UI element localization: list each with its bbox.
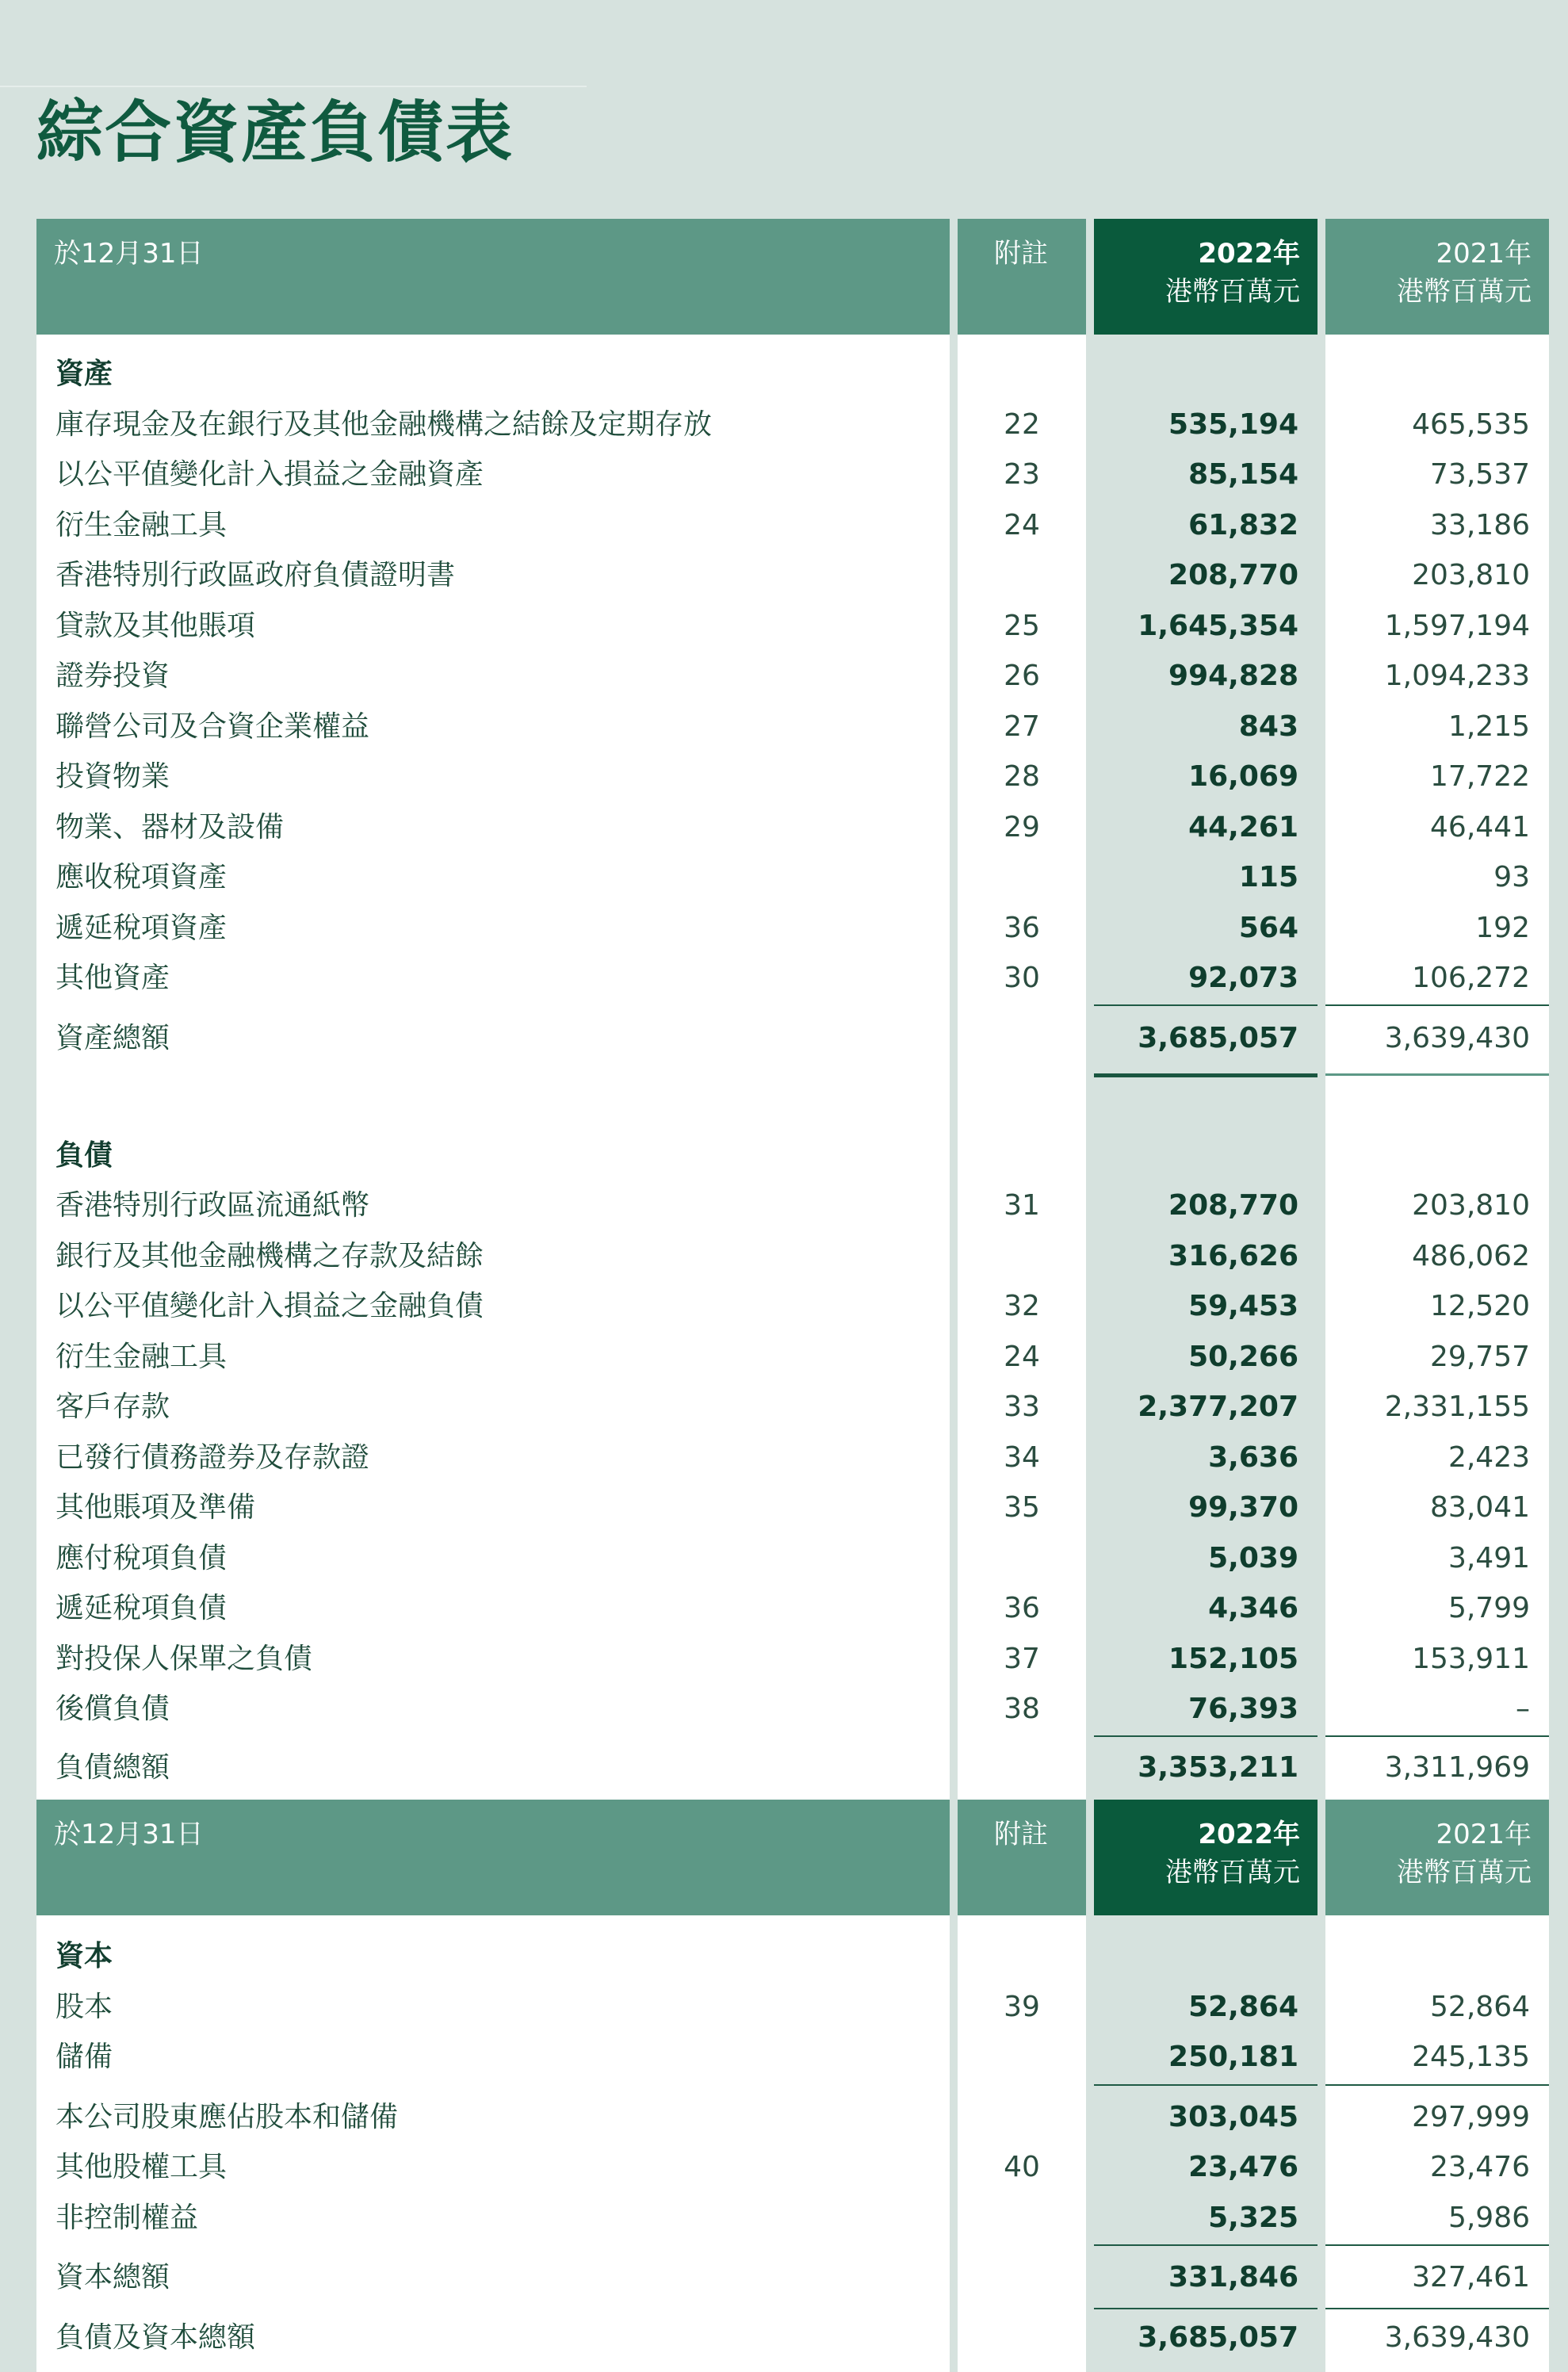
- header-year-2022: 2022年: [1198, 238, 1300, 270]
- total-row-assets: [36, 1013, 1549, 1063]
- value-2022: 5,325: [1208, 2201, 1298, 2234]
- header-year-2022: 2022年: [1198, 1819, 1300, 1850]
- row-label: 其他資產: [55, 962, 170, 994]
- value-2022: 5,039: [1208, 1541, 1298, 1574]
- row-label: 銀行及其他金融機構之存款及結餘: [55, 1239, 484, 1272]
- value-2021: 1,215: [1448, 710, 1530, 743]
- value-2021: 29,757: [1430, 1340, 1530, 1373]
- total-rule: [1094, 2244, 1318, 2246]
- row-label: 香港特別行政區流通紙幣: [55, 1189, 370, 1222]
- total-rule: [1325, 2308, 1549, 2309]
- table-row: [36, 1482, 1549, 1532]
- table-row: [36, 450, 1549, 499]
- row-label: 負債總額: [55, 1750, 170, 1784]
- header-date-cell: 於12月31日: [36, 219, 950, 335]
- total-rule: [1094, 1004, 1318, 1006]
- header-unit-2022: 港幣百萬元: [1165, 1857, 1300, 1888]
- value-2021: 327,461: [1412, 2261, 1530, 2294]
- value-2022: 50,266: [1188, 1340, 1298, 1373]
- value-2022: 85,154: [1188, 458, 1298, 491]
- table-row: [36, 1634, 1549, 1684]
- table-row: [36, 1180, 1549, 1230]
- value-2022: 61,832: [1188, 508, 1298, 541]
- total-rule: [1325, 2084, 1549, 2086]
- value-2021: 1,597,194: [1384, 609, 1530, 642]
- table-row: [36, 852, 1549, 902]
- table-row: [36, 953, 1549, 1003]
- row-label: 遞延稅項資產: [55, 911, 228, 944]
- value-2022: 23,476: [1188, 2151, 1298, 2183]
- value-2021: 2,331,155: [1384, 1391, 1530, 1423]
- value-2021: 1,094,233: [1384, 660, 1530, 692]
- value-2022: 99,370: [1188, 1491, 1298, 1524]
- table-row: [36, 1382, 1549, 1432]
- table-row: [36, 1684, 1549, 1734]
- header-year-2021: 2021年: [1436, 238, 1532, 270]
- total-rule: [1094, 1735, 1318, 1737]
- row-label: 物業、器材及設備: [55, 810, 285, 844]
- value-2021: 153,911: [1412, 1642, 1530, 1675]
- value-2021: 486,062: [1412, 1239, 1530, 1272]
- value-2022: 59,453: [1188, 1290, 1298, 1322]
- table-row: [36, 1332, 1549, 1382]
- value-2021: 203,810: [1412, 1189, 1530, 1222]
- row-note: 40: [1004, 2151, 1040, 2183]
- value-2021: 2,423: [1448, 1440, 1530, 1474]
- row-label: 聯營公司及合資企業權益: [55, 710, 370, 743]
- row-note: 23: [1004, 458, 1040, 491]
- section-heading-capital: [36, 1931, 1549, 1981]
- row-note: 22: [1004, 407, 1040, 441]
- row-note: 37: [1004, 1642, 1040, 1675]
- value-2022: 208,770: [1168, 559, 1298, 591]
- table-row: [36, 2193, 1549, 2243]
- row-note: 25: [1004, 609, 1040, 642]
- table-row: [36, 550, 1549, 600]
- header-note-cell: 附註: [958, 219, 1086, 335]
- table-row: [36, 1433, 1549, 1482]
- value-2022: 3,685,057: [1138, 1021, 1298, 1054]
- row-note: 27: [1004, 710, 1040, 743]
- row-note: 24: [1004, 508, 1040, 541]
- row-label: 其他賬項及準備: [55, 1491, 256, 1524]
- table-row: [36, 802, 1549, 852]
- header-date-cell: 於12月31日: [36, 1800, 950, 1915]
- row-label: 衍生金融工具: [55, 1340, 228, 1373]
- row-label: 對投保人保單之負債: [55, 1642, 313, 1675]
- total-rule: [1094, 2308, 1318, 2309]
- row-label: 已發行債務證券及存款證: [55, 1440, 370, 1474]
- header-2022-cell: [1094, 1800, 1318, 1915]
- table-row: [36, 651, 1549, 701]
- table-row: [36, 601, 1549, 651]
- subtotal-row: [36, 2092, 1549, 2142]
- value-2022: 3,353,211: [1138, 1750, 1298, 1784]
- total-rule: [1325, 1073, 1549, 1076]
- table-row: [36, 903, 1549, 953]
- value-2021: –: [1516, 1693, 1530, 1725]
- value-2021: 3,311,969: [1384, 1750, 1530, 1784]
- row-note: 38: [1004, 1693, 1040, 1725]
- value-2022: 331,846: [1168, 2261, 1298, 2294]
- table-row: [36, 1583, 1549, 1633]
- total-rule: [1325, 1735, 1549, 1737]
- row-label: 其他股權工具: [55, 2151, 228, 2183]
- table-row: [36, 752, 1549, 802]
- row-label: 資本總額: [55, 2261, 170, 2294]
- row-note: 33: [1004, 1391, 1040, 1423]
- header-note-cell: 附註: [958, 1800, 1086, 1915]
- value-2021: 23,476: [1430, 2151, 1530, 2183]
- value-2021: 3,491: [1448, 1541, 1530, 1574]
- value-2022: 16,069: [1188, 760, 1298, 793]
- value-2021: 192: [1475, 911, 1530, 944]
- header-2022-cell: [1094, 219, 1318, 335]
- header-unit-2022: 港幣百萬元: [1165, 276, 1300, 308]
- table-row: [36, 2142, 1549, 2192]
- row-label: 客戶存款: [55, 1391, 170, 1423]
- row-label: 貸款及其他賬項: [55, 609, 256, 642]
- value-2022: 52,864: [1188, 1990, 1298, 2023]
- row-label: 儲備: [55, 2041, 113, 2073]
- table-row: [36, 2032, 1549, 2082]
- value-2021: 12,520: [1430, 1290, 1530, 1322]
- row-label: 證券投資: [55, 660, 170, 692]
- row-note: 35: [1004, 1491, 1040, 1524]
- row-label: 投資物業: [55, 760, 170, 793]
- row-label: 遞延稅項負債: [55, 1592, 228, 1624]
- row-label: 負債及資本總額: [55, 2321, 256, 2354]
- value-2021: 245,135: [1412, 2041, 1530, 2073]
- value-2022: 76,393: [1188, 1693, 1298, 1725]
- value-2021: 46,441: [1430, 810, 1530, 844]
- value-2022: 843: [1238, 710, 1298, 743]
- row-label: 負債: [55, 1138, 113, 1172]
- value-2022: 564: [1238, 911, 1298, 944]
- row-label: 應付稅項負債: [55, 1541, 228, 1574]
- total-rule: [1094, 2084, 1318, 2086]
- value-2022: 44,261: [1188, 810, 1298, 844]
- value-2022: 535,194: [1168, 407, 1298, 441]
- row-note: 26: [1004, 660, 1040, 692]
- value-2021: 73,537: [1430, 458, 1530, 491]
- row-note: 39: [1004, 1990, 1040, 2023]
- row-label: 資產: [55, 358, 113, 390]
- row-note: 29: [1004, 810, 1040, 844]
- row-label: 後償負債: [55, 1693, 170, 1725]
- value-2021: 5,986: [1448, 2201, 1530, 2234]
- value-2021: 52,864: [1430, 1990, 1530, 2023]
- row-label: 資本: [55, 1940, 113, 1972]
- row-label: 衍生金融工具: [55, 508, 228, 541]
- total-row-liabilities: [36, 1743, 1549, 1792]
- row-note: 28: [1004, 760, 1040, 793]
- table-row: [36, 500, 1549, 550]
- row-label: 應收稅項資產: [55, 861, 228, 893]
- header-2021-cell: [1325, 219, 1549, 335]
- row-note: 36: [1004, 1592, 1040, 1624]
- value-2022: 1,645,354: [1138, 609, 1298, 642]
- value-2021: 83,041: [1430, 1491, 1530, 1524]
- row-label: 以公平值變化計入損益之金融資產: [55, 458, 484, 491]
- value-2021: 203,810: [1412, 559, 1530, 591]
- row-note: 36: [1004, 911, 1040, 944]
- header-year-2021: 2021年: [1436, 1819, 1532, 1850]
- value-2021: 297,999: [1412, 2100, 1530, 2133]
- value-2022: 316,626: [1168, 1239, 1298, 1272]
- table-row: [36, 1281, 1549, 1331]
- value-2022: 994,828: [1168, 660, 1298, 692]
- value-2022: 3,685,057: [1138, 2321, 1298, 2354]
- value-2021: 3,639,430: [1384, 1021, 1530, 1054]
- value-2022: 3,636: [1208, 1440, 1298, 1474]
- header-2021-cell: [1325, 1800, 1549, 1915]
- value-2021: 17,722: [1430, 760, 1530, 793]
- table-row: [36, 702, 1549, 752]
- row-label: 以公平值變化計入損益之金融負債: [55, 1290, 484, 1322]
- value-2022: 4,346: [1208, 1592, 1298, 1624]
- value-2022: 208,770: [1168, 1189, 1298, 1222]
- row-note: 34: [1004, 1440, 1040, 1474]
- page-title: 綜合資產負債表: [36, 93, 514, 171]
- total-rule: [1325, 1004, 1549, 1006]
- table-row: [36, 1533, 1549, 1583]
- total-row-capital: [36, 2252, 1549, 2302]
- value-2021: 106,272: [1412, 962, 1530, 994]
- row-label: 股本: [55, 1990, 113, 2023]
- value-2022: 303,045: [1168, 2100, 1298, 2133]
- row-note: 24: [1004, 1340, 1040, 1373]
- total-rule: [1325, 2244, 1549, 2246]
- header-unit-2021: 港幣百萬元: [1397, 1857, 1532, 1888]
- row-label: 庫存現金及在銀行及其他金融機構之結餘及定期存放: [55, 407, 713, 441]
- total-rule: [1094, 1073, 1318, 1077]
- row-label: 資產總額: [55, 1021, 170, 1054]
- row-label: 非控制權益: [55, 2201, 199, 2234]
- section-heading-assets: [36, 349, 1549, 399]
- row-note: 30: [1004, 962, 1040, 994]
- row-note: 31: [1004, 1189, 1040, 1222]
- row-note: 32: [1004, 1290, 1040, 1322]
- header-unit-2021: 港幣百萬元: [1397, 276, 1532, 308]
- value-2021: 33,186: [1430, 508, 1530, 541]
- section-heading-liabilities: [36, 1131, 1549, 1180]
- row-label: 香港特別行政區政府負債證明書: [55, 559, 456, 591]
- value-2022: 2,377,207: [1138, 1391, 1298, 1423]
- table-row: [36, 1231, 1549, 1281]
- table-row: [36, 400, 1549, 450]
- value-2022: 115: [1238, 861, 1298, 893]
- value-2022: 152,105: [1168, 1642, 1298, 1675]
- table-row: [36, 1982, 1549, 2032]
- value-2022: 250,181: [1168, 2041, 1298, 2073]
- value-2021: 3,639,430: [1384, 2321, 1530, 2354]
- row-label: 本公司股東應佔股本和儲備: [55, 2100, 399, 2133]
- grand-total-row: [36, 2313, 1549, 2362]
- value-2021: 5,799: [1448, 1592, 1530, 1624]
- value-2022: 92,073: [1188, 962, 1298, 994]
- value-2021: 465,535: [1412, 407, 1530, 441]
- value-2021: 93: [1493, 861, 1530, 893]
